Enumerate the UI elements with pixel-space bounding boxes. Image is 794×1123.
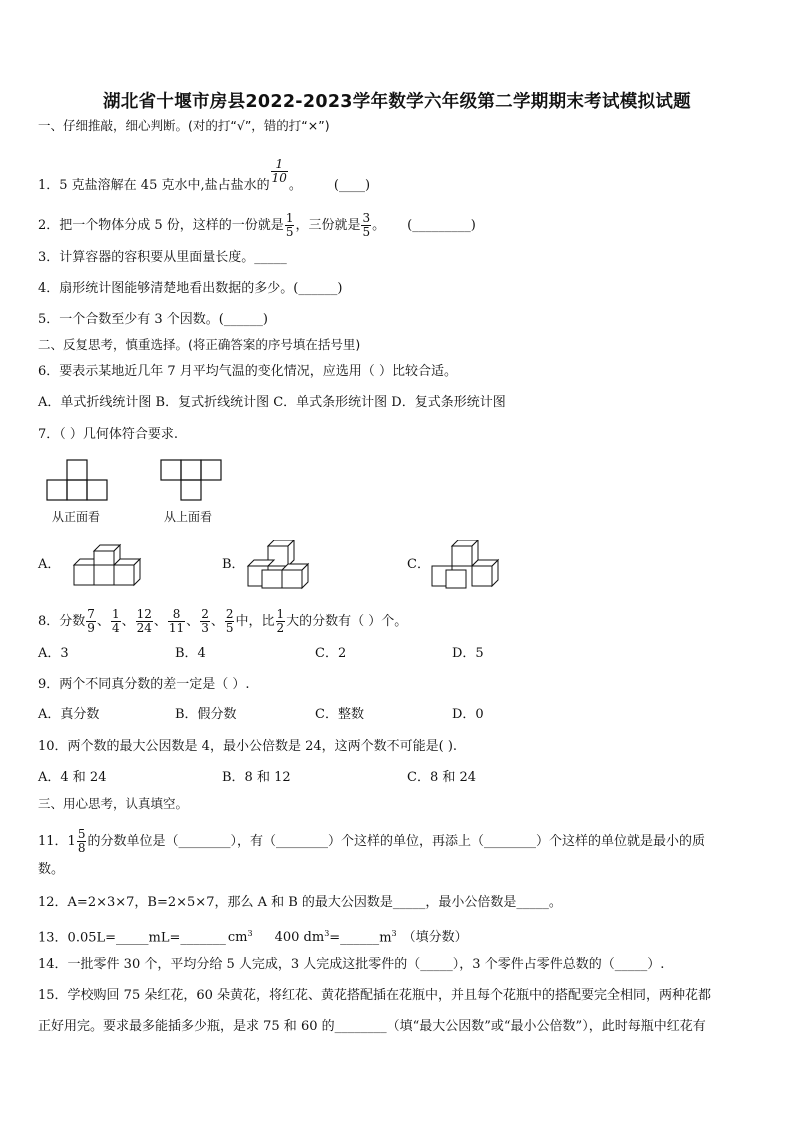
q8-fraction: $\frac{2}{3}$ [201, 607, 209, 635]
top-view-diagram [160, 459, 224, 501]
top-view-label: 从上面看 [164, 510, 213, 524]
q7-option-a-figure [72, 543, 142, 589]
q8-fraction: $\frac{7}{9}$ [87, 607, 95, 635]
question-1: 1．5 克盐溶解在 45 克水中,盐占盐水的 $\frac{1}{10}$ 。 (____) [38, 157, 371, 193]
q2-fraction-1: $\frac{1}{5}$ [285, 211, 294, 239]
question-9: 9．两个不同真分数的差一定是（ ）. [38, 677, 250, 692]
section-1-heading: 一、仔细推敲，细心判断。(对的打“√”，错的打“×”) [38, 118, 330, 133]
q8-option-b: B．4 [175, 646, 206, 661]
q10-option-c: C．8 和 24 [407, 770, 477, 785]
q7-option-b-label: B． [222, 557, 245, 572]
q1-text: 1．5 克盐溶解在 45 克水中,盐占盐水的 [38, 178, 270, 193]
q10-option-a: A．4 和 24 [38, 770, 107, 785]
q8-fraction: $\frac{1}{4}$ [111, 607, 120, 635]
question-8: 8．分数 $\frac{7}{9}$ 、 $\frac{1}{4}$ 、 $\frac{12}{24}$ 、 $\frac{8}{11}$ 、 $\frac{2}{3}$ 、 $\frac{2}{5}$ 中，比 $\frac{1}{2}$ 大的分数有（ ）个。 [38, 607, 408, 635]
q2-answer-blank[interactable]: (_________) [407, 218, 476, 233]
q8-option-d: D．5 [452, 646, 484, 661]
section-3-heading: 三、用心思考，认真填空。 [38, 796, 189, 811]
q8-fraction: $\frac{8}{11}$ [168, 607, 185, 635]
q9-option-a: A．真分数 [38, 707, 100, 722]
q1-fraction: $\frac{1}{10}$ [271, 157, 287, 185]
question-6-options: A．单式折线统计图 B．复式折线统计图 C．单式条形统计图 D．复式条形统计图 [38, 395, 506, 410]
q8-option-a: A．3 [38, 646, 69, 661]
question-5: 5．一个合数至少有 3 个因数。(______) [38, 312, 268, 327]
page-title: 湖北省十堰市房县2022-2023学年数学六年级第二学期期末考试模拟试题 [103, 92, 691, 112]
q8-option-c: C．2 [315, 646, 347, 661]
q10-option-b: B．8 和 12 [222, 770, 291, 785]
question-7: 7．（ ）几何体符合要求. [38, 427, 179, 442]
question-14: 14．一批零件 30 个，平均分给 5 人完成，3 人完成这批零件的（_____），3 个零件占零件总数的（_____）. [38, 957, 665, 972]
q11-fraction: $\frac{5}{8}$ [77, 827, 86, 855]
question-11-continued: 数。 [38, 862, 65, 877]
question-10: 10．两个数的最大公因数是 4，最小公倍数是 24，这两个数不可能是( ). [38, 739, 458, 754]
question-11: 11．1 $\frac{5}{8}$ 的分数单位是（________），有（________）个这样的单位，再添上（________）个这样的单位就是最小的质 [38, 827, 705, 855]
q8-fraction: $\frac{12}{24}$ [136, 607, 152, 635]
q7-option-b-figure [246, 540, 316, 590]
q7-option-c-label: C． [407, 557, 430, 572]
question-3: 3．计算容器的容积要从里面量长度。_____ [38, 250, 287, 265]
q8-half-fraction: $\frac{1}{2}$ [276, 607, 285, 635]
question-2: 2．把一个物体分成 5 份，这样的一份就是 $\frac{1}{5}$ ，三份就是 $\frac{3}{5}$ 。 (_________) [38, 211, 476, 239]
question-13: 13．0.05L=_____mL=_______ $cm^3$ 400 $dm^3=\_\_\_\_\_\_m^3$ （填分数） [38, 929, 468, 946]
question-15-line-1: 15．学校购回 75 朵红花，60 朵黄花，将红花、黄花搭配插在花瓶中，并且每个花瓶中的搭配要完全相同，两种花都 [38, 988, 712, 1003]
q7-option-c-figure [430, 540, 500, 590]
question-15-line-2: 正好用完。要求最多能插多少瓶，是求 75 和 60 的________（填“最大公因数”或“最小公倍数”），此时每瓶中红花有 [38, 1019, 706, 1034]
front-view-label: 从正面看 [52, 510, 101, 524]
front-view-diagram [46, 459, 110, 501]
q2-fraction-2: $\frac{3}{5}$ [362, 211, 371, 239]
section-2-heading: 二、反复思考，慎重选择。(将正确答案的序号填在括号里) [38, 337, 361, 352]
question-12: 12．A=2×3×7，B=2×5×7，那么 A 和 B 的最大公因数是_____，最小公倍数是_____。 [38, 895, 562, 910]
q9-option-d: D．0 [452, 707, 484, 722]
q9-option-c: C．整数 [315, 707, 364, 722]
q8-fraction: $\frac{2}{5}$ [225, 607, 234, 635]
question-4: 4．扇形统计图能够清楚地看出数据的多少。(______) [38, 281, 343, 296]
q7-option-a-label: A． [38, 557, 61, 572]
question-6: 6．要表示某地近几年 7 月平均气温的变化情况，应选用（ ）比较合适。 [38, 364, 457, 379]
q1-answer-blank[interactable]: (____) [333, 178, 371, 193]
q9-option-b: B．假分数 [175, 707, 237, 722]
